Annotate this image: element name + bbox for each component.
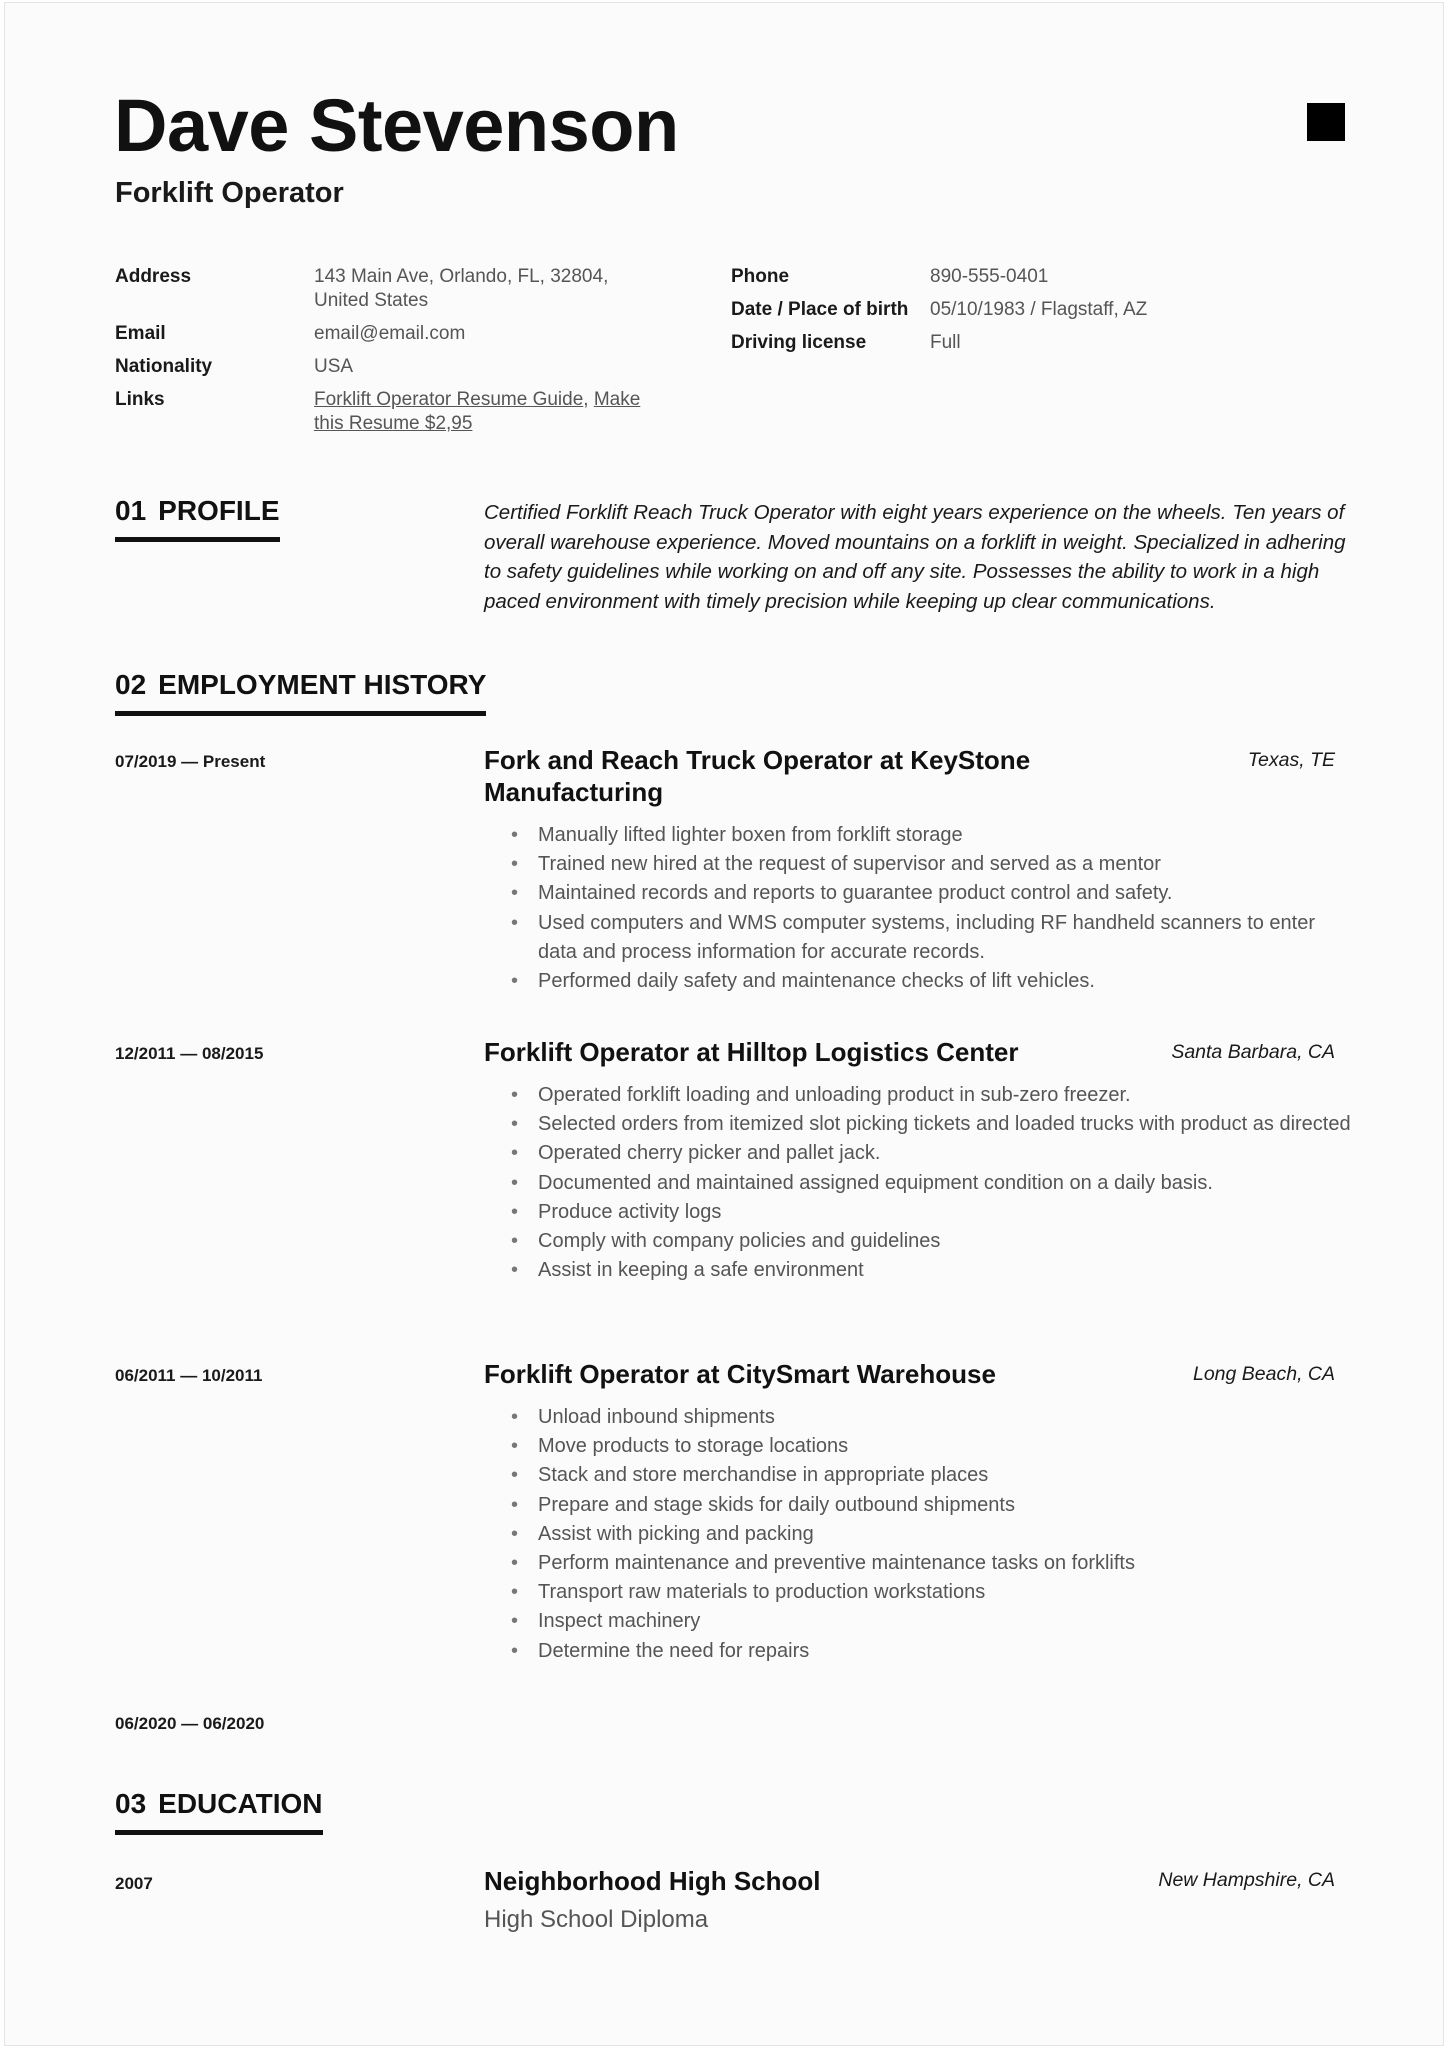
personal-details-right bbox=[731, 265, 1330, 364]
job-bullet-list bbox=[484, 821, 1354, 996]
list-item: • Inspect machinery bbox=[484, 1607, 1354, 1636]
detail-row-email bbox=[115, 322, 659, 346]
section-number: 03 bbox=[115, 1788, 147, 1819]
list-item: • Determine the need for repairs bbox=[484, 1637, 1354, 1666]
section-number: 02 bbox=[115, 669, 147, 700]
school-name: Neighborhood High School bbox=[484, 1866, 821, 1896]
detail-label: Date / Place of birth bbox=[731, 299, 909, 320]
detail-row-license bbox=[731, 331, 1330, 355]
employment-section-heading bbox=[115, 669, 486, 716]
detail-label: Driving license bbox=[731, 332, 867, 353]
job-title: Fork and Reach Truck Operator at KeyStone Manufacturing bbox=[484, 745, 1031, 807]
list-item: • Prepare and stage skids for daily outbound shipments bbox=[484, 1491, 1354, 1520]
detail-value bbox=[314, 388, 659, 436]
list-item: • Assist with picking and packing bbox=[484, 1520, 1354, 1549]
education-section-heading bbox=[115, 1788, 323, 1835]
job-dates: 07/2019 — Present bbox=[115, 752, 266, 771]
list-item: • Comply with company policies and guidelines bbox=[484, 1227, 1354, 1256]
list-item: • Manually lifted lighter boxen from forklift storage bbox=[484, 821, 1354, 850]
detail-row-address bbox=[115, 265, 659, 313]
detail-value: 05/10/1983 / Flagstaff, AZ bbox=[930, 299, 1148, 320]
profile-summary: Certified Forklift Reach Truck Operator with eight years experience on the wheels. Ten years of overall warehouse experience. Moved mountains on a forklift in weight. Specialized in adhering to safety guidelines while working on and off any site. Possesses the ability to work in a high paced environment with timely precision while keeping up clear communications. bbox=[484, 501, 1346, 613]
detail-label: Links bbox=[115, 389, 165, 410]
profile-section-heading bbox=[115, 495, 280, 542]
detail-label: Phone bbox=[731, 266, 790, 287]
link-separator: , bbox=[583, 389, 594, 410]
list-item: • Trained new hired at the request of supervisor and served as a mentor bbox=[484, 850, 1354, 879]
candidate-title: Forklift Operator bbox=[115, 177, 344, 209]
list-item: • Perform maintenance and preventive maintenance tasks on forklifts bbox=[484, 1549, 1354, 1578]
list-item: • Move products to storage locations bbox=[484, 1432, 1354, 1461]
list-item: • Produce activity logs bbox=[484, 1198, 1354, 1227]
job-bullet-list bbox=[484, 1403, 1354, 1666]
job-location: Long Beach, CA bbox=[1192, 1363, 1335, 1385]
job-bullet-list bbox=[484, 1081, 1354, 1285]
section-title: EDUCATION bbox=[158, 1788, 323, 1819]
resume-guide-link[interactable]: Forklift Operator Resume Guide bbox=[314, 389, 584, 410]
job-title: Forklift Operator at Hilltop Logistics Center bbox=[484, 1037, 1019, 1067]
detail-row-birth bbox=[731, 298, 1330, 322]
make-resume-link[interactable]: Make this Resume $2,95 bbox=[314, 389, 641, 434]
detail-row-phone bbox=[731, 265, 1330, 289]
detail-label: Address bbox=[115, 266, 192, 287]
degree-name: High School Diploma bbox=[484, 1906, 709, 1933]
education-dates: 2007 bbox=[115, 1874, 153, 1893]
list-item: • Documented and maintained assigned equipment condition on a daily basis. bbox=[484, 1169, 1354, 1198]
detail-value: 890-555-0401 bbox=[930, 266, 1049, 287]
list-item: • Transport raw materials to production workstations bbox=[484, 1578, 1354, 1607]
detail-value: email@email.com bbox=[314, 323, 466, 344]
list-item: • Maintained records and reports to guarantee product control and safety. bbox=[484, 879, 1354, 908]
decorative-square-icon bbox=[1307, 103, 1345, 141]
detail-label: Nationality bbox=[115, 356, 213, 377]
detail-row-nationality bbox=[115, 355, 659, 379]
list-item: • Used computers and WMS computer systems, including RF handheld scanners to enter data and process information for accurate records. bbox=[484, 909, 1354, 967]
list-item: • Unload inbound shipments bbox=[484, 1403, 1354, 1432]
personal-details-left bbox=[115, 265, 659, 445]
section-title: EMPLOYMENT HISTORY bbox=[158, 669, 487, 700]
detail-value: USA bbox=[314, 356, 354, 377]
list-item: • Stack and store merchandise in appropriate places bbox=[484, 1461, 1354, 1490]
section-title: PROFILE bbox=[158, 495, 280, 526]
job-location: Texas, TE bbox=[1247, 749, 1335, 771]
list-item: • Operated cherry picker and pallet jack. bbox=[484, 1139, 1354, 1168]
detail-value: 143 Main Ave, Orlando, FL, 32804, United States bbox=[314, 266, 609, 311]
detail-value: Full bbox=[930, 332, 961, 353]
candidate-name: Dave Stevenson bbox=[114, 84, 679, 167]
section-number: 01 bbox=[115, 495, 147, 526]
job-location: Santa Barbara, CA bbox=[1171, 1041, 1335, 1063]
job-dates: 12/2011 — 08/2015 bbox=[115, 1044, 264, 1063]
job-dates: 06/2020 — 06/2020 bbox=[115, 1714, 265, 1733]
detail-row-links bbox=[115, 388, 659, 436]
list-item: • Performed daily safety and maintenance checks of lift vehicles. bbox=[484, 967, 1354, 996]
job-dates: 06/2011 — 10/2011 bbox=[115, 1366, 263, 1385]
school-location: New Hampshire, CA bbox=[1158, 1869, 1335, 1891]
list-item: • Assist in keeping a safe environment bbox=[484, 1256, 1354, 1285]
list-item: • Selected orders from itemized slot picking tickets and loaded trucks with product as directed bbox=[484, 1110, 1354, 1139]
job-title: Forklift Operator at CitySmart Warehouse bbox=[484, 1359, 996, 1389]
list-item: • Operated forklift loading and unloading product in sub-zero freezer. bbox=[484, 1081, 1354, 1110]
detail-label: Email bbox=[115, 323, 166, 344]
resume-page bbox=[4, 2, 1444, 2046]
